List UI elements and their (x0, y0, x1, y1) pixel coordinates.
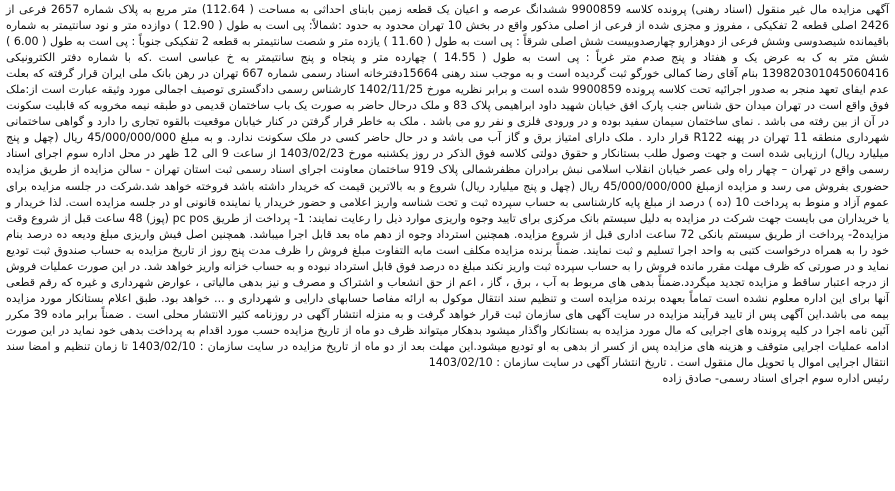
notice-body: آگهی مزایده مال غیر منقول (اسناد رهنی) پرونده کلاسه 9900859 ششدانگ عرصه و اعیان یک قطعه زمین بابنای احداثی به مساحت ( 112.64) متر مربع به پلاک شماره 2657 فرعی از 2426 اصلی قطعه 2 تفکیکی ، مفروز و مجزی شده از فرعی از اصلی مذکور واقع در بخش 10 تهران محدود به حدود :شمالاً: پی است به طول ( 12.90 ) دوازده متر و نود سانتیمتر به شماره باقیمانده شیصدوسی وشش فرعی از دوهزارو چهارصدوبیست شش اصلی شرقاً : پی است به طول ( 11.60 ) یازده متر و شصت سانتیمتر به قطعه 2 تفکیکی جنوباً : پی است به طول ( 6.00 ) شش متر به ک به عرض یک و هفتاد و پنج صدم متر غرباً : پی است به طول ( 14.55 ) چهارده متر و پنجاه و پنج سانتیمتر به خ عباسی است .که با شماره دفتر الکترونیکی 139820301045060416 بنام آقای رضا کمالی خورگو ثبت گردیده است و به موجب سند رهنی 15664دفترخانه اسناد رسمی شماره 667 تهران در رهن بانک ملی ایران قرار گرفته که بعلت عدم ایفای تعهد منجر به صدور اجرائیه تحت کلاسه پرونده 9900859 شده است و برابر نظریه مورخ 1402/11/25 کارشناس رسمی دادگستری توصیف اجمالی مورد وثیقه عبارت است از:ملک فوق واقع است در تهران میدان حق شناس جنب پارک افق خیابان شهید داود ابراهیمی پلاک 83 و ملک درحال حاضر به صورت یک باب ساختمان قدیمی دو طبقه نیمه مخروبه که قابلیت سکونت در آن از بین رفته می باشد . نمای ساختمان سیمان سفید بوده و در ورودی فلزی و نفر رو می باشد . ملک به خاطر قرار گرفتن در کنار خیابان موقعیت بالقوه تجاری را دارد و گواهی ساختمانی شهرداری منطقه 11 تهران در پهنه R122 قرار دارد . ملک دارای امتیاز برق و گاز آب می باشد و در حال حاضر کسی در ملک سکونت ندارد. و به مبلغ 45/000/000/000 ریال (چهل و پنج میلیارد ریال) ارزیابی شده است و جهت وصول طلب بستانکار و حقوق دولتی کلاسه فوق الذکر در روز یکشنبه مورخ 1403/02/23 از ساعت 9 الی 12 ظهر در محل اداره سوم اجرای اسناد رسمی واقع در تهران – چهار راه ولی عصر خیابان انقلاب اسلامی نبش برادران مظفرشمالی پلاک 919 ساختمان معاونت اجرای اسناد رسمی ثبت استان تهران - سالن مزایده از طریق مزایده حضوری بفروش می رسد و مزایده ازمبلغ 45/000/000/000 ریال (چهل و پنج میلیارد ریال) شروع و به بالاترین قیمت که خریدار داشته باشد فروخته خواهد شد.شرکت در جلسه مزایده برای عموم آزاد و منوط به پرداخت 10 (ده ) درصد از مبلغ پایه کارشناسی به حساب سپرده ثبت و تحت شناسه واریز اعلامی و حضور خریدار یا نماینده قانونی او در جلسه مزایده است. لذا خریدار و یا خریداران می بایست جهت شرکت در مزایده به دلیل سیستم بانک مرکزی برای تایید وجوه واریزی موارد ذیل را رعایت نمایند: 1- پرداخت از طریق pc pos (پوز) 48 ساعت قبل از شروع وقت مزایده2- پرداخت از طریق سیستم بانکی 72 ساعت اداری قبل از شروع مزایده. همچنین استرداد وجوه از دهم ماه بعد قابل اجرا میباشد. همچنین اصل فیش واریزی مبلغ ودیعه ده درصد بنام خود را به همراه درخواست کتبی به واحد اجرا تسلیم و ثبت نمایند. ضمناً برنده مزایده مکلف است مابه التفاوت مبلغ فروش را ظرف مدت پنج روز از تاریخ مزایده به حساب صندوق ثبت تودیع نماید و در صورتی که ظرف مهلت مقرر مانده فروش را به حساب سپرده ثبت واریز نکند مبلغ ده درصد فوق قابل استرداد نبوده و به حساب خزانه واریز خواهد شد. در این صورت عملیات فروش از درجه اعتبار ساقط و مزایده تجدید میگردد.ضمناً بدهی های مربوط به آب ، برق ، گاز ، اعم از حق انشعاب و اشتراک و مصرف و نیز بدهی مالیاتی ، عوارض شهرداری و غیره که رقم قطعی آنها برای این اداره معلوم نشده است تماماً بعهده برنده مزایده است و تنظیم سند انتقال موکول به ارائه مفاصا حسابهای دارایی و شهرداری و ... خواهد بود. طبق اعلام بستانکار مورد مزایده بیمه می باشد.این آگهی پس از تایید فرآیند مزایده در سایت آگهی های سازمان ثبت قرار خواهد گرفت و به منزله انتشار آگهی در روزنامه کثیر الانتشار محلی است . ضمناً برابر ماده 39 مکرر آئین نامه اجرا در کلیه پرونده های اجرایی که مال مورد مزایده به بستانکار واگذار میشود بدهکار میتواند ظرف دو ماه از تاریخ مزایده حسب مورد اقدام به پرداخت بدهی خود نماید در این صورت ادامه عملیات اجرایی متوقف و هزینه های مزایده پس از کسر از بدهی به او تودیع میشود.این مهلت بعد از دو ماه از تاریخ مزایده در سایت سازمان : 1403/02/10 تا زمان تنظیم و امضا سند انتقال اجرایی اموال یا تحویل مال منقول است . تاریخ انتشار آگهی در سایت سازمان : 1403/02/10 (6, 3, 890, 370)
notice-signature: رئیس اداره سوم اجرای اسناد رسمی- صادق زاده (662, 372, 889, 386)
auction-notice (6, 2, 889, 387)
